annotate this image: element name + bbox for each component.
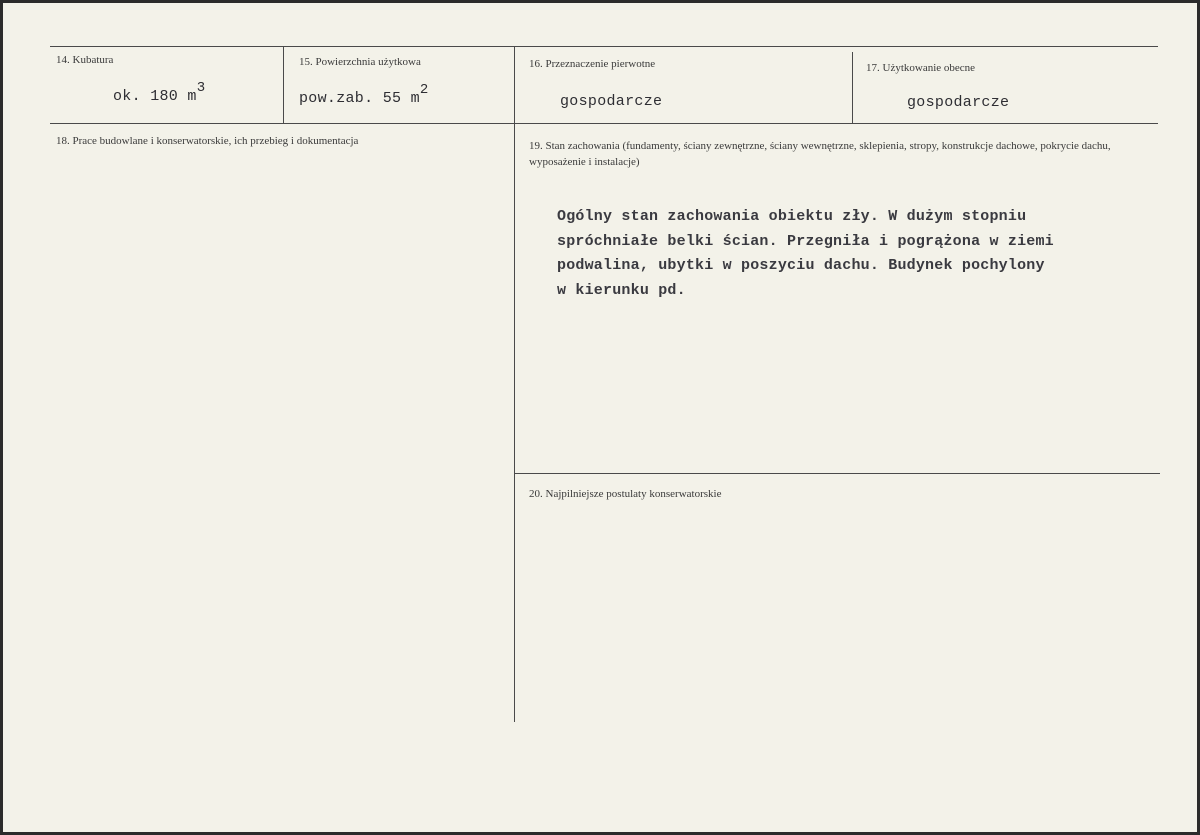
field-15-label: 15. Powierzchnia użytkowa <box>299 56 421 68</box>
field-16-label: 16. Przeznaczenie pierwotne <box>529 58 656 70</box>
field-19-bottom-border <box>514 473 1160 474</box>
field-19-line: spróchniałe belki ścian. Przegniła i pogrążona w ziemi <box>557 232 1054 250</box>
field-14-value <box>113 80 206 105</box>
field-19-line: w kierunku pd. <box>557 281 686 299</box>
field-14-value-text: ok. 180 m <box>113 88 197 105</box>
field-19-label: 19. Stan zachowania (fundamenty, ściany zewnętrzne, ściany wewnętrzne, sklepienia, stropy, konstrukcje dachowe, pokrycie dachu, wyposażenie i instalacje) <box>529 140 1111 168</box>
field-17-label: 17. Użytkowanie obecne <box>866 62 976 74</box>
field-19-line: Ogólny stan zachowania obiektu zły. W dużym stopniu <box>557 208 1027 225</box>
divider-16-17 <box>852 52 853 124</box>
field-20-label: 20. Najpilniejsze postulaty konserwatorskie <box>529 488 722 500</box>
field-15-value-text: pow.zab. 55 m <box>299 90 420 107</box>
field-19-line: podwalina, ubytki w poszyciu dachu. Budynek pochylony <box>557 257 1045 274</box>
field-16-value: gospodarcze <box>560 93 663 110</box>
field-15-value <box>299 82 429 107</box>
divider-14-15 <box>283 46 284 124</box>
field-19-typed-text <box>557 205 1054 303</box>
field-15-value-exponent: 2 <box>419 82 429 98</box>
top-row-top-border <box>50 46 1158 47</box>
field-14-label: 14. Kubatura <box>56 54 114 66</box>
divider-15-16 <box>514 46 515 722</box>
field-18-label: 18. Prace budowlane i konserwatorskie, ich przebieg i dokumentacja <box>56 135 359 147</box>
field-14-value-exponent: 3 <box>196 80 206 96</box>
top-row-bottom-border <box>50 123 1158 124</box>
field-17-value: gospodarcze <box>907 94 1010 111</box>
